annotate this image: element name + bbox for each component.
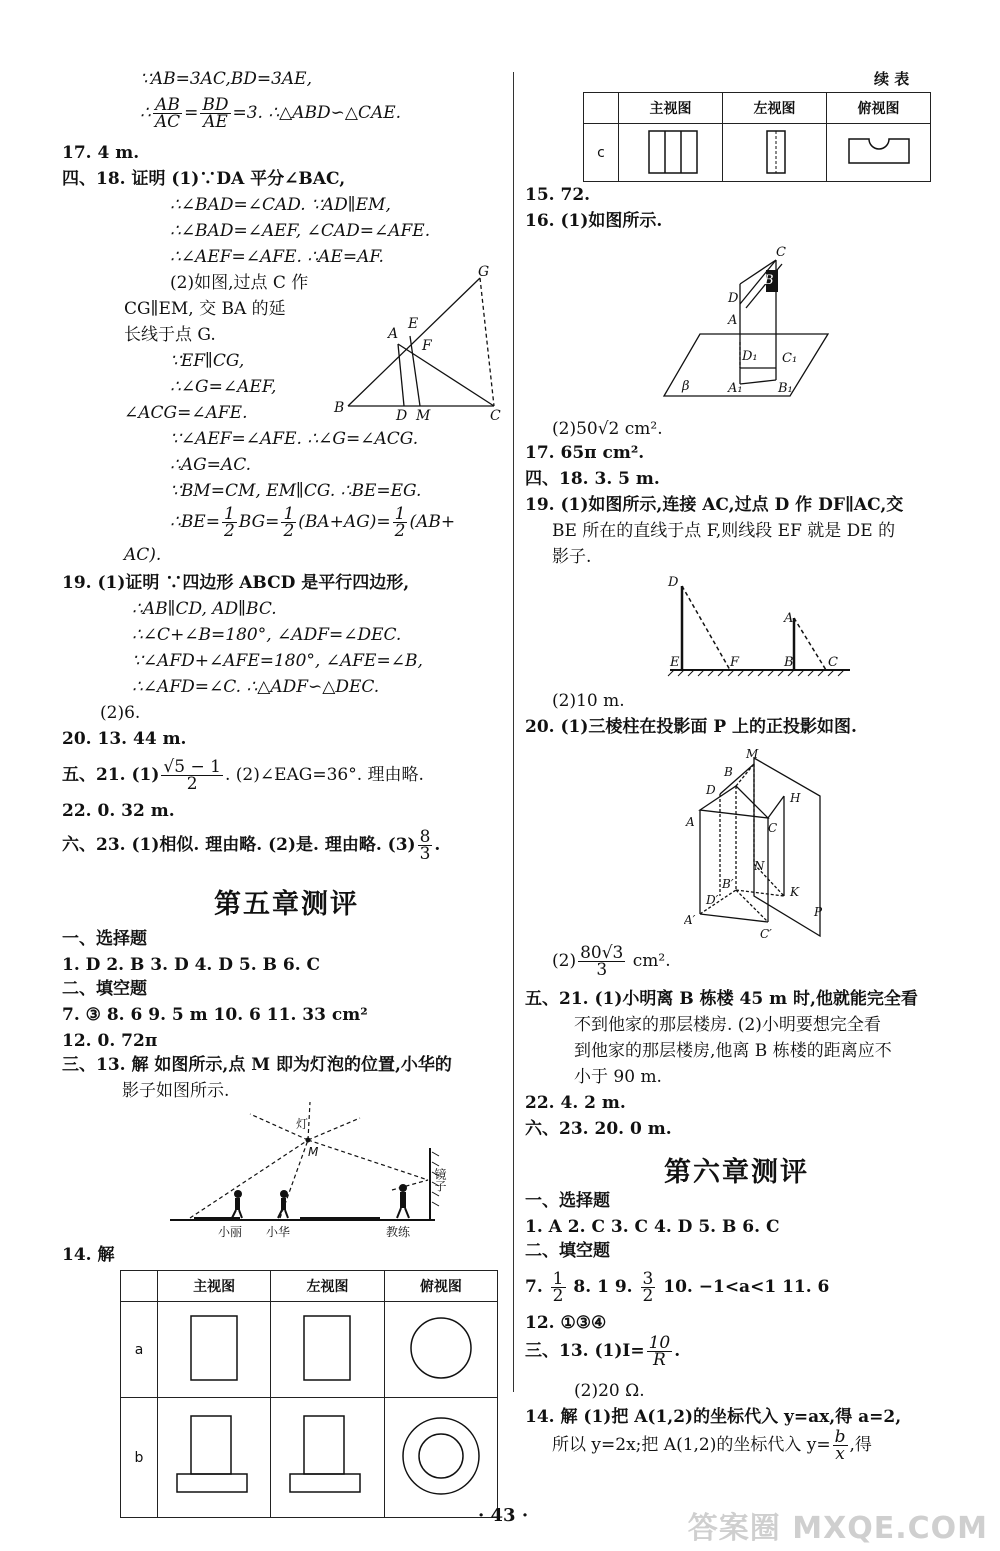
label-a: A <box>728 313 738 328</box>
text-line: 不到他家的那层楼房. (2)小明要想完全看 <box>574 1015 881 1035</box>
text-line: ∴AB∥CD, AD∥BC. <box>132 599 277 619</box>
fraction <box>647 1335 673 1368</box>
numerator: 1 <box>394 504 406 524</box>
text-line: 到他家的那层楼房,他离 B 栋楼的距离应不 <box>574 1041 892 1061</box>
text: ∴ <box>140 103 151 123</box>
label-b: B <box>334 400 345 416</box>
prism-projection-figure <box>684 746 834 942</box>
text-line <box>552 942 671 980</box>
answer-14: 14. 解 <box>62 1245 115 1265</box>
page-number: · 43 · <box>478 1505 529 1526</box>
continued-label: 续 表 <box>874 70 910 88</box>
label-p: P <box>814 905 823 919</box>
numerator: BD <box>202 95 229 115</box>
cell-c-side <box>723 124 827 182</box>
label-xiaoli: 小丽 <box>218 1225 243 1239</box>
label-b: B <box>784 655 794 670</box>
label-k: K <box>790 885 799 899</box>
label-e: E <box>408 316 419 332</box>
label-m: M <box>416 408 431 422</box>
denominator: 2 <box>394 521 406 541</box>
denominator: AC <box>154 112 181 132</box>
section-heading: 一、选择题 <box>525 1191 610 1211</box>
text: 8. 1 9. <box>567 1277 639 1297</box>
text-line: ∴∠AFD=∠C. ∴△ADF∽△DEC. <box>132 677 380 697</box>
header-top: 俯视图 <box>827 93 931 124</box>
row-label: a <box>121 1302 158 1398</box>
text-line: AC). <box>124 545 162 565</box>
label-d: D <box>668 575 679 590</box>
label-d: D <box>396 408 408 422</box>
text: = <box>184 103 199 123</box>
label-f: F <box>730 655 740 670</box>
text-line: 1. D 2. B 3. D 4. D 5. B 6. C <box>62 955 321 975</box>
text-line: 影子. <box>552 547 592 567</box>
text: =3. ∴△ABD∽△CAE. <box>232 103 402 123</box>
answer-14: 14. 解 (1)把 A(1,2)的坐标代入 y=ax,得 a=2, <box>525 1407 902 1427</box>
header-top: 俯视图 <box>384 1271 497 1302</box>
answer-22: 22. 0. 32 m. <box>62 801 175 821</box>
label-b1: B₁ <box>778 381 793 396</box>
text-line <box>525 1268 829 1306</box>
numerator: 1 <box>283 504 295 524</box>
text: ∴BE= <box>170 512 220 532</box>
fraction <box>641 1271 656 1304</box>
numerator: AB <box>153 97 182 114</box>
text-line: ∴∠C+∠B=180°, ∠ADF=∠DEC. <box>132 625 402 645</box>
person-icon <box>278 1190 288 1218</box>
fraction <box>393 506 408 539</box>
label-e: E <box>670 655 680 670</box>
shadow-figure <box>660 572 860 682</box>
label-coach: 教练 <box>386 1225 411 1239</box>
label-m: M <box>308 1145 319 1159</box>
answer-18: 四、18. 证明 (1)∵DA 平分∠BAC, <box>62 169 346 189</box>
text-line: ∵AB=3AC,BD=3AE, <box>140 69 313 89</box>
numerator: 10 <box>648 1333 671 1353</box>
label-c2: C′ <box>760 927 772 941</box>
denominator: 2 <box>642 1286 654 1306</box>
person-icon <box>232 1190 242 1218</box>
label-d: D <box>706 783 716 797</box>
text-line: 12. 0. 72π <box>62 1031 158 1051</box>
lamp-shadow-figure <box>160 1098 460 1246</box>
answer-21: 五、21. (1)小明离 B 栋楼 45 m 时,他就能完全看 <box>525 989 918 1009</box>
numerator: 1 <box>552 1269 564 1289</box>
cell-c-front <box>619 124 723 182</box>
header-front: 主视图 <box>158 1271 271 1302</box>
denominator: 3 <box>419 844 431 864</box>
chapter-title: 第六章测评 <box>664 1157 809 1188</box>
answer-22: 22. 4. 2 m. <box>525 1093 626 1113</box>
row-label: c <box>584 124 619 182</box>
header-front: 主视图 <box>619 93 723 124</box>
text: . <box>434 835 441 855</box>
header-blank <box>584 93 619 124</box>
cell-b-side <box>271 1398 384 1518</box>
label-c: C <box>768 821 778 835</box>
text-line: ∴∠G=∠AEF, <box>170 377 277 397</box>
denominator: 2 <box>186 774 198 794</box>
cell-a-side <box>271 1302 384 1398</box>
label-d1: D₁ <box>742 349 758 364</box>
text: . <box>674 1341 681 1361</box>
fraction <box>200 97 230 130</box>
label-a1: A₁ <box>728 381 743 396</box>
text: 所以 y=2x;把 A(1,2)的坐标代入 y= <box>552 1435 831 1455</box>
fraction <box>153 97 182 130</box>
fraction <box>161 759 223 792</box>
label-h: H <box>790 791 801 805</box>
label-b: B <box>764 273 774 288</box>
fraction <box>551 1271 566 1304</box>
text: ,得 <box>849 1435 872 1455</box>
text-line: ∴∠BAD=∠CAD. ∵AD∥EM, <box>170 195 391 215</box>
label-c: C <box>490 408 501 422</box>
cell-b-front <box>158 1398 271 1518</box>
text-line: 7. ③ 8. 6 9. 5 m 10. 6 11. 33 cm² <box>62 1005 368 1025</box>
text-line: ∵∠AFD+∠AFE=180°, ∠AFE=∠B, <box>132 651 423 671</box>
answer-17: 17. 4 m. <box>62 143 140 163</box>
text: BG= <box>238 512 280 532</box>
answer-21 <box>62 756 424 794</box>
chapter-title: 第五章测评 <box>214 889 359 920</box>
fraction <box>281 506 296 539</box>
answer-13 <box>525 1332 680 1370</box>
numerator: 1 <box>223 504 235 524</box>
text: 六、23. (1)相似. 理由略. (2)是. 理由略. (3) <box>62 835 416 855</box>
text-line: 12. ①③④ <box>525 1313 607 1333</box>
denominator: x <box>835 1444 845 1464</box>
text-line: 影子如图所示. <box>122 1081 230 1101</box>
text: (AB+ <box>409 512 456 532</box>
triangle-figure <box>330 262 510 422</box>
row-label: b <box>121 1398 158 1518</box>
answer-19: 19. (1)如图所示,连接 AC,过点 D 作 DF∥AC,交 <box>525 495 904 515</box>
column-divider <box>513 72 514 1392</box>
label-a: A <box>388 326 399 342</box>
text-line: ∴∠AEF=∠AFE. ∴AE=AF. <box>170 247 384 267</box>
label-b: B <box>724 765 733 779</box>
label-f: F <box>422 338 432 354</box>
numerator: 3 <box>642 1269 654 1289</box>
shadow-coach <box>300 1217 380 1221</box>
answer-18: 四、18. 3. 5 m. <box>525 469 660 489</box>
answer-20: 20. (1)三棱柱在投影面 P 上的正投影如图. <box>525 717 857 737</box>
header-side: 左视图 <box>723 93 827 124</box>
three-view-table-continued <box>583 92 931 182</box>
text-line <box>140 94 401 132</box>
text-line <box>170 503 455 541</box>
denominator: 2 <box>283 521 295 541</box>
answer-13: 三、13. 解 如图所示,点 M 即为灯泡的位置,小华的 <box>62 1055 452 1075</box>
label-d2: D′ <box>706 893 719 907</box>
cell-a-top <box>384 1302 497 1398</box>
answer-20: 20. 13. 44 m. <box>62 729 187 749</box>
text: (BA+AG)= <box>298 512 391 532</box>
label-xiaohua: 小华 <box>266 1225 291 1239</box>
label-g: G <box>478 264 490 280</box>
text-line: ∴AG=AC. <box>170 455 251 475</box>
section-heading: 二、填空题 <box>62 979 147 999</box>
denominator: AE <box>203 112 228 132</box>
denominator: 2 <box>552 1286 564 1306</box>
lamp-point <box>306 1138 311 1143</box>
text-line: 长线于点 G. <box>124 325 216 345</box>
prism-figure <box>660 244 840 404</box>
text: 10. −1<a<1 11. 6 <box>657 1277 830 1297</box>
fraction <box>418 829 433 862</box>
numerator: 8 <box>419 827 431 847</box>
label-mirror: 镜子 <box>433 1168 447 1192</box>
answer-23: 六、23. 20. 0 m. <box>525 1119 672 1139</box>
answer-17: 17. 65π cm². <box>525 443 645 463</box>
label-c: C <box>828 655 838 670</box>
text-line: 小于 90 m. <box>574 1067 662 1087</box>
text-line: ∵EF∥CG, <box>170 351 245 371</box>
label-a: A <box>784 611 794 626</box>
fraction <box>222 506 237 539</box>
answer-23 <box>62 826 440 864</box>
text-line: (2)6. <box>100 703 141 723</box>
text-line: ∠ACG=∠AFE. <box>124 403 248 423</box>
label-c1: C₁ <box>782 351 798 366</box>
text-line: (2)20 Ω. <box>574 1381 645 1401</box>
text-line: (2)50√2 cm². <box>552 419 663 439</box>
answer-19: 19. (1)证明 ∵四边形 ABCD 是平行四边形, <box>62 573 410 593</box>
denominator: 2 <box>223 521 235 541</box>
text: 五、21. (1) <box>62 765 160 785</box>
text-line: ∴∠BAD=∠AEF, ∠CAD=∠AFE. <box>170 221 431 241</box>
label-beta: β <box>682 379 690 394</box>
denominator: R <box>653 1350 666 1370</box>
text-line <box>552 1426 872 1464</box>
label-lamp: 灯 <box>296 1117 309 1131</box>
cell-a-front <box>158 1302 271 1398</box>
fraction <box>833 1429 848 1462</box>
numerator: b <box>834 1427 846 1447</box>
section-heading: 一、选择题 <box>62 929 147 949</box>
text-line: CG∥EM, 交 BA 的延 <box>124 299 286 319</box>
text: 三、13. (1)I= <box>525 1341 645 1361</box>
label-b2: B′ <box>722 877 734 891</box>
header-blank <box>121 1271 158 1302</box>
numerator: √5 − 1 <box>163 757 221 777</box>
section-heading: 二、填空题 <box>525 1241 610 1261</box>
text-line: ∵BM=CM, EM∥CG. ∴BE=EG. <box>170 481 422 501</box>
text: (2) <box>552 951 577 971</box>
label-c: C <box>776 245 786 260</box>
fraction <box>578 945 625 978</box>
answer-16: 16. (1)如图所示. <box>525 211 663 231</box>
label-d: D <box>728 291 739 306</box>
text-line: (2)10 m. <box>552 691 625 711</box>
watermark-logo: 答案圈 MXQE.COM <box>687 1511 988 1546</box>
text: 7. <box>525 1277 549 1297</box>
label-m: M <box>746 747 759 761</box>
header-side: 左视图 <box>271 1271 384 1302</box>
denominator: 3 <box>596 960 608 980</box>
cell-b-top <box>384 1398 497 1518</box>
label-a2: A′ <box>684 913 696 927</box>
person-icon <box>397 1184 409 1218</box>
text: . (2)∠EAG=36°. 理由略. <box>224 765 424 785</box>
text-line: 1. A 2. C 3. C 4. D 5. B 6. C <box>525 1217 780 1237</box>
answer-15: 15. 72. <box>525 185 591 205</box>
label-a: A <box>686 815 695 829</box>
text-line: BE 所在的直线于点 F,则线段 EF 就是 DE 的 <box>552 521 896 541</box>
text: cm². <box>627 951 671 971</box>
label-n: N <box>754 859 765 873</box>
numerator: 80√3 <box>580 943 624 963</box>
text-line: ∵∠AEF=∠AFE. ∴∠G=∠ACG. <box>170 429 419 449</box>
cell-c-top <box>827 124 931 182</box>
text-line: (2)如图,过点 C 作 <box>170 273 309 293</box>
three-view-table <box>120 1270 498 1518</box>
